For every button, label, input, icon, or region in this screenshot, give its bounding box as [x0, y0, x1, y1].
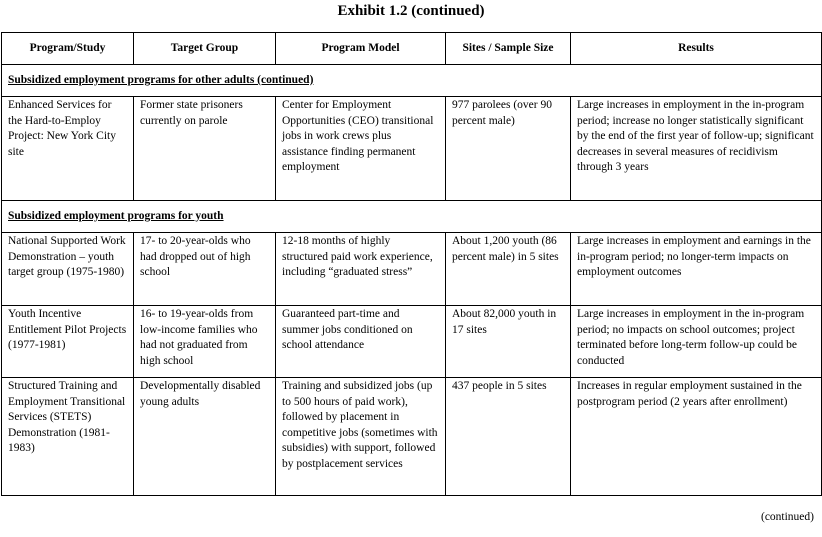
header-program-study: Program/Study — [2, 33, 134, 65]
cell-results: Increases in regular employment sustained in the postprogram period (2 years after enrollment) — [571, 378, 822, 496]
section-row — [2, 201, 822, 233]
continued-note: (continued) — [760, 511, 814, 523]
header-target-group: Target Group — [134, 33, 276, 65]
cell-program: National Supported Work Demonstration – youth target group (1975-1980) — [2, 233, 134, 306]
cell-program: Enhanced Services for the Hard-to-Employ Project: New York City site — [2, 97, 134, 201]
cell-program-model: 12-18 months of highly structured paid work experience, including “graduated stress” — [276, 233, 446, 306]
header-program-model: Program Model — [276, 33, 446, 65]
table-row — [2, 233, 822, 306]
header-row — [2, 33, 822, 65]
section-heading-youth: Subsidized employment programs for youth — [2, 201, 822, 233]
cell-results: Large increases in employment in the in-program period; increase no longer statistically significant by the end of the first year of follow-up; significant decreases in several measures of recidivism through 3 years — [571, 97, 822, 201]
table-row — [2, 306, 822, 378]
cell-sites: About 82,000 youth in 17 sites — [446, 306, 571, 378]
cell-sites: 977 parolees (over 90 percent male) — [446, 97, 571, 201]
exhibit-title: Exhibit 1.2 (continued) — [337, 3, 485, 19]
section-heading-other-adults: Subsidized employment programs for other adults (continued) — [2, 65, 822, 97]
cell-sites: About 1,200 youth (86 percent male) in 5 sites — [446, 233, 571, 306]
cell-program: Structured Training and Employment Transitional Services (STETS) Demonstration (1981-1983) — [2, 378, 134, 496]
table-row — [2, 378, 822, 496]
cell-target-group: 17- to 20-year-olds who had dropped out of high school — [134, 233, 276, 306]
cell-program-model: Center for Employment Opportunities (CEO) transitional jobs in work crews plus assistance finding permanent employment — [276, 97, 446, 201]
program-table — [1, 32, 822, 496]
cell-program-model: Training and subsidized jobs (up to 500 hours of paid work), followed by placement in competitive jobs (sometimes with subsidies) with support, followed by postplacement services — [276, 378, 446, 496]
cell-target-group: 16- to 19-year-olds from low-income families who had not graduated from high school — [134, 306, 276, 378]
cell-program: Youth Incentive Entitlement Pilot Projects (1977-1981) — [2, 306, 134, 378]
section-row — [2, 65, 822, 97]
cell-target-group: Former state prisoners currently on parole — [134, 97, 276, 201]
cell-results: Large increases in employment in the in-program period; no impacts on school outcomes; project terminated before long-term follow-up could be conducted — [571, 306, 822, 378]
header-results: Results — [571, 33, 822, 65]
cell-target-group: Developmentally disabled young adults — [134, 378, 276, 496]
cell-results: Large increases in employment and earnings in the in-program period; no longer-term impacts on employment outcomes — [571, 233, 822, 306]
cell-sites: 437 people in 5 sites — [446, 378, 571, 496]
cell-program-model: Guaranteed part-time and summer jobs conditioned on school attendance — [276, 306, 446, 378]
table-row — [2, 97, 822, 201]
header-sites-sample-size: Sites / Sample Size — [446, 33, 571, 65]
